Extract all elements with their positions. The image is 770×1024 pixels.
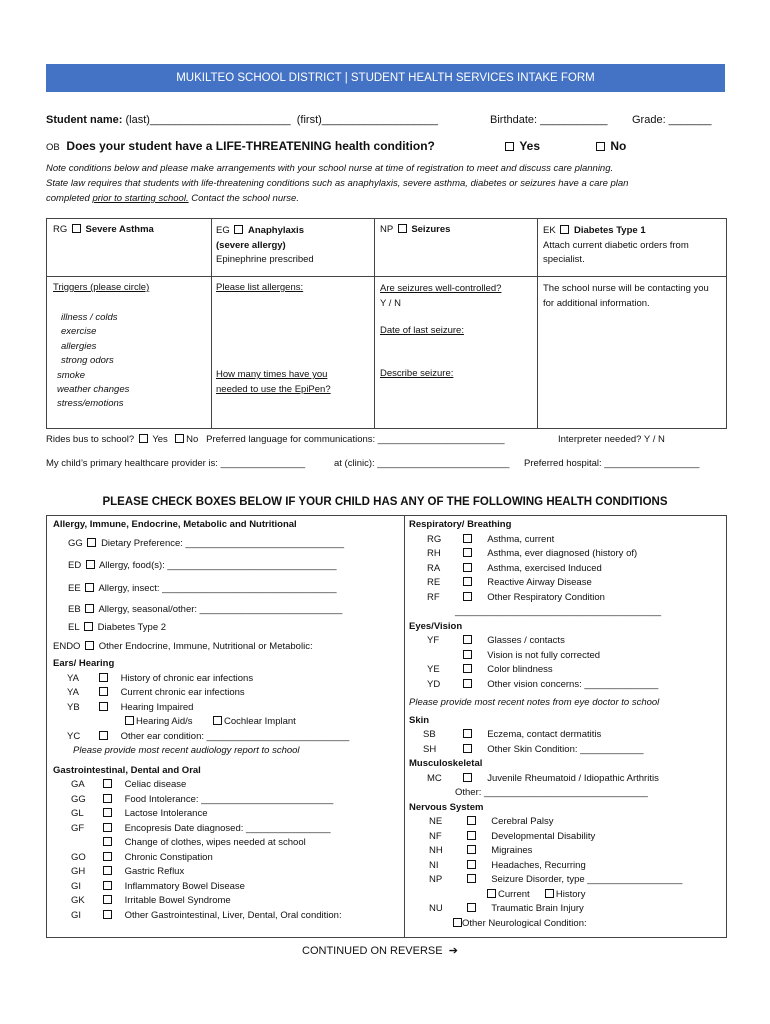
describe-seizure-field[interactable]: Describe seizure: <box>380 368 454 379</box>
condition-code: GI <box>71 880 82 892</box>
condition-code: NI <box>429 859 439 871</box>
condition-row[interactable] <box>53 555 398 578</box>
condition-row[interactable] <box>53 880 398 895</box>
condition-row[interactable] <box>53 730 398 745</box>
condition-label: Hearing Impaired <box>120 701 194 713</box>
condition-label: Food Intolerance: _________________________ <box>124 793 334 805</box>
right-column <box>409 518 721 931</box>
triggers-label: Triggers (please circle) <box>53 282 150 293</box>
condition-code: NF <box>429 830 442 842</box>
respiratory-section-title: Respiratory/ Breathing <box>409 519 512 530</box>
condition-row[interactable] <box>53 807 398 822</box>
condition-row[interactable] <box>53 619 398 638</box>
condition-label: Other ear condition: ___________________________ <box>120 730 350 742</box>
anaphylaxis-label: Anaphylaxis <box>248 225 304 236</box>
condition-checkbox[interactable] <box>84 622 93 631</box>
primary-provider-field[interactable]: My child’s primary healthcare provider is: ________________ <box>46 458 306 469</box>
condition-label: Lactose Intolerance <box>124 808 208 819</box>
condition-row[interactable] <box>53 701 398 716</box>
condition-label: Glasses / contacts <box>487 635 565 646</box>
condition-label: Migraines <box>491 845 533 856</box>
condition-row[interactable] <box>409 576 721 591</box>
skin-section-title: Skin <box>409 714 430 726</box>
condition-checkbox[interactable] <box>467 860 476 869</box>
condition-code: YF <box>427 635 440 646</box>
condition-row[interactable] <box>53 578 398 601</box>
condition-label: History of chronic ear infections <box>120 672 254 684</box>
nurse-contact-line-1: The school nurse will be contacting you <box>543 283 709 294</box>
condition-code: NE <box>429 816 443 827</box>
condition-row[interactable] <box>53 672 398 687</box>
condition-row[interactable] <box>409 678 721 693</box>
condition-label: Traumatic Brain Injury <box>491 903 584 914</box>
condition-row[interactable] <box>53 793 398 808</box>
last-seizure-field[interactable]: Date of last seizure: <box>380 325 464 336</box>
anaphylaxis-checkbox[interactable] <box>234 225 243 234</box>
condition-checkbox[interactable] <box>463 548 472 557</box>
seizure-current-checkbox[interactable] <box>487 889 496 898</box>
respiratory-other-field[interactable]: _______________________________________ <box>455 606 662 617</box>
condition-code: YB <box>67 701 80 713</box>
condition-checkbox[interactable] <box>99 687 108 696</box>
condition-label: Gastric Reflux <box>124 866 185 877</box>
bus-yes-label: Yes <box>152 434 168 445</box>
condition-code: SB <box>423 729 436 740</box>
student-name-label: Student name: <box>46 114 123 126</box>
seizure-current-label: Current <box>498 888 530 900</box>
condition-label: Developmental Disability <box>491 830 596 842</box>
condition-row[interactable] <box>53 533 398 556</box>
cochlear-implant-label: Cochlear Implant <box>224 716 296 727</box>
condition-code: YE <box>427 664 440 675</box>
language-field[interactable]: Preferred language for communications: ________________________ <box>206 434 505 445</box>
bus-yes-checkbox[interactable] <box>139 434 148 443</box>
condition-row[interactable] <box>409 873 721 888</box>
clinic-field[interactable]: at (clinic): _________________________ <box>334 458 510 469</box>
condition-checkbox[interactable] <box>463 729 472 738</box>
condition-code: ENDO <box>53 641 81 652</box>
condition-checkbox[interactable] <box>103 852 112 861</box>
condition-row[interactable] <box>53 865 398 880</box>
condition-row[interactable] <box>53 909 398 924</box>
first-name-field[interactable]: (first)___________________ <box>296 114 439 126</box>
condition-row[interactable] <box>409 728 721 743</box>
condition-code: GI <box>71 909 82 921</box>
condition-code: YD <box>427 678 441 690</box>
condition-row[interactable] <box>53 851 398 866</box>
musculoskeletal-other-field[interactable]: Other: _______________________________ <box>455 787 648 798</box>
hearing-aid-checkbox[interactable] <box>125 716 134 725</box>
condition-checkbox[interactable] <box>103 881 112 890</box>
condition-row[interactable] <box>409 902 721 917</box>
life-no-option[interactable] <box>594 139 626 153</box>
severe-asthma-cell[interactable] <box>53 224 154 235</box>
condition-code: SH <box>423 743 437 755</box>
condition-checkbox[interactable] <box>463 592 472 601</box>
condition-row[interactable] <box>409 844 721 859</box>
condition-row[interactable] <box>409 772 721 787</box>
interpreter-field[interactable]: Interpreter needed? Y / N <box>558 434 665 445</box>
condition-checkbox[interactable] <box>463 744 472 753</box>
condition-label: Allergy, seasonal/other: ___________________________ <box>98 604 343 615</box>
grid-divider <box>537 219 538 428</box>
arrow-right-icon: ➔ <box>448 945 458 957</box>
trigger-item[interactable]: strong odors <box>61 355 114 367</box>
condition-checkbox[interactable] <box>467 816 476 825</box>
no-label: No <box>610 139 627 153</box>
condition-checkbox[interactable] <box>99 673 108 682</box>
condition-label: Other Neurological Condition: <box>462 917 587 929</box>
condition-label: Chronic Constipation <box>124 851 213 863</box>
anaph-code: EG <box>216 225 230 236</box>
anaphylaxis-sub: (severe allergy) <box>216 239 286 251</box>
condition-row[interactable] <box>409 663 721 678</box>
condition-code: GG <box>68 537 83 549</box>
diabetes-orders-line-1: Attach current diabetic orders from <box>543 239 689 251</box>
form-title: MUKILTEO SCHOOL DISTRICT | STUDENT HEALTH SERVICES INTAKE FORM <box>176 72 595 84</box>
cochlear-implant-checkbox[interactable] <box>213 716 222 725</box>
condition-label: Allergy, food(s): ________________________________ <box>98 560 337 571</box>
trigger-item[interactable]: illness / colds <box>61 312 118 323</box>
condition-checkbox[interactable] <box>86 560 95 569</box>
seizure-controlled[interactable] <box>380 282 501 311</box>
condition-checkbox[interactable] <box>85 604 94 613</box>
condition-code: RE <box>427 577 441 588</box>
condition-checkbox[interactable] <box>85 641 94 650</box>
condition-code: NH <box>429 845 443 856</box>
life-threatening-grid <box>46 218 727 429</box>
condition-row[interactable] <box>409 917 721 932</box>
seizure-history-label: History <box>555 888 586 900</box>
condition-label: Juvenile Rheumatoid / Idiopathic Arthritis <box>487 772 659 784</box>
condition-row[interactable] <box>409 591 721 606</box>
seizure-controlled-yn[interactable]: Y / N <box>380 297 401 309</box>
condition-label: Asthma, ever diagnosed (history of) <box>487 548 638 559</box>
seizures-cell[interactable] <box>380 224 450 235</box>
diabetes-checkbox[interactable] <box>560 225 569 234</box>
diabetes-orders-line-2: specialist. <box>543 254 585 265</box>
condition-checkbox[interactable] <box>85 583 94 592</box>
last-name-field[interactable]: (last)_______________________ <box>125 114 291 126</box>
condition-checkbox[interactable] <box>87 538 96 547</box>
ears-section-title: Ears/ Hearing <box>53 658 115 669</box>
condition-label: Other Gastrointestinal, Liver, Dental, Oral condition: <box>124 909 342 921</box>
allergy-section-title: Allergy, Immune, Endocrine, Metabolic and Nutritional <box>53 519 297 530</box>
condition-label: Change of clothes, wipes needed at school <box>124 837 306 848</box>
note-line-2: State law requires that students with life-threatening conditions such as anaphylaxis, severe asthma, diabetes or seizures have a care plan <box>46 178 629 189</box>
condition-row[interactable] <box>53 778 398 793</box>
condition-label: Other Skin Condition: ____________ <box>487 743 644 755</box>
condition-code: YA <box>67 687 79 698</box>
condition-label: Diabetes Type 2 <box>97 622 167 633</box>
condition-code: YC <box>67 730 81 742</box>
diabetes-cell[interactable] <box>543 224 689 268</box>
seizures-checkbox[interactable] <box>398 224 407 233</box>
audiology-note: Please provide most recent audiology report to school <box>73 745 300 756</box>
condition-label: Current chronic ear infections <box>120 687 245 698</box>
condition-code: GA <box>71 779 85 790</box>
condition-label: Inflammatory Bowel Disease <box>124 880 245 892</box>
condition-code: YA <box>67 672 79 684</box>
condition-code: GG <box>71 793 86 805</box>
condition-label: Asthma, exercised Induced <box>487 562 602 574</box>
condition-checkbox[interactable] <box>463 679 472 688</box>
epipen-line-1: How many times have you <box>216 369 328 380</box>
life-threatening-row <box>46 139 435 153</box>
condition-checkbox[interactable] <box>467 903 476 912</box>
birthdate-field[interactable]: Birthdate: ___________ <box>490 114 608 126</box>
condition-code: GH <box>71 866 86 877</box>
condition-row[interactable] <box>53 686 398 701</box>
condition-checkbox[interactable] <box>467 845 476 854</box>
condition-label: Eczema, contact dermatitis <box>487 729 602 740</box>
condition-row[interactable] <box>409 743 721 758</box>
form-header <box>46 64 725 92</box>
diabetes-code: EK <box>543 225 556 236</box>
condition-checkbox[interactable] <box>463 563 472 572</box>
bus-no-checkbox[interactable] <box>175 434 184 443</box>
condition-label: Seizure Disorder, type __________________ <box>491 874 683 885</box>
grid-divider <box>211 219 212 428</box>
condition-code: NP <box>429 874 443 885</box>
trigger-item[interactable]: weather changes <box>57 384 130 396</box>
condition-code: EB <box>68 604 81 615</box>
no-checkbox[interactable] <box>596 142 605 151</box>
eye-doctor-note: Please provide most recent notes from eye doctor to school <box>409 697 660 708</box>
life-yes-option[interactable] <box>503 139 540 153</box>
seizure-history-checkbox[interactable] <box>545 889 554 898</box>
condition-row[interactable] <box>53 600 398 619</box>
condition-label: Asthma, current <box>487 533 555 545</box>
condition-code: RA <box>427 562 441 574</box>
trigger-item[interactable]: smoke <box>57 369 85 381</box>
yes-checkbox[interactable] <box>505 142 514 151</box>
note-line-3 <box>46 193 299 204</box>
epinephrine-note: Epinephrine prescribed <box>216 254 314 265</box>
condition-code: GF <box>71 822 85 834</box>
condition-code: RG <box>427 533 442 545</box>
condition-checkbox[interactable] <box>103 837 112 846</box>
condition-label: Other vision concerns: ______________ <box>487 678 659 690</box>
yes-label: Yes <box>519 139 541 153</box>
condition-code: GL <box>71 808 84 819</box>
condition-checkbox[interactable] <box>463 534 472 543</box>
continued-footer <box>302 944 458 957</box>
condition-checkbox[interactable] <box>103 779 112 788</box>
condition-code: GO <box>71 851 86 863</box>
hearing-aid-row[interactable] <box>53 715 398 730</box>
nurse-contact-line-2: for additional information. <box>543 297 650 309</box>
condition-row[interactable] <box>53 894 398 909</box>
grid-divider <box>47 276 726 277</box>
condition-checkbox[interactable] <box>453 918 462 927</box>
grid-divider <box>374 219 375 428</box>
condition-row[interactable] <box>409 830 721 845</box>
condition-label: Headaches, Recurring <box>491 859 586 871</box>
gi-section-title: Gastrointestinal, Dental and Oral <box>53 764 201 776</box>
condition-label: Celiac disease <box>124 779 187 790</box>
allergens-field[interactable]: Please list allergens: <box>216 282 304 293</box>
nurse-contact-note <box>543 282 709 311</box>
eyes-section-title: Eyes/Vision <box>409 620 463 632</box>
condition-label: Allergy, insect: _________________________________ <box>98 582 337 594</box>
condition-code: MC <box>427 772 442 784</box>
condition-checkbox[interactable] <box>103 823 112 832</box>
condition-label: Cerebral Palsy <box>491 816 554 827</box>
panel-divider <box>404 516 405 937</box>
note-line-3-b: prior to starting school. <box>92 193 189 204</box>
left-column <box>53 518 398 923</box>
condition-label: Irritable Bowel Syndrome <box>124 895 231 906</box>
condition-checkbox[interactable] <box>99 731 108 740</box>
life-threatening-question: Does your student have a LIFE-THREATENING health condition? <box>66 139 435 153</box>
condition-row[interactable] <box>409 533 721 548</box>
seizure-code: NP <box>380 224 394 235</box>
nervous-section-title: Nervous System <box>409 801 484 813</box>
continued-label: CONTINUED ON REVERSE <box>302 945 443 957</box>
bus-row <box>46 434 505 445</box>
asthma-code: RG <box>53 224 68 235</box>
condition-row[interactable] <box>53 638 398 657</box>
condition-label: Other Respiratory Condition <box>487 591 605 603</box>
conditions-panel <box>46 515 727 938</box>
note-line-3-a: completed <box>46 193 93 204</box>
condition-code: ED <box>68 560 82 571</box>
condition-label: Encopresis Date diagnosed: ________________ <box>124 822 331 834</box>
note-line-1: Note conditions below and please make arrangements with your school nurse at time of registration to meet and discuss care planning. <box>46 163 614 174</box>
hearing-aid-label: Hearing Aid/s <box>136 716 193 727</box>
anaphylaxis-cell[interactable] <box>216 224 314 268</box>
diabetes-label: Diabetes Type 1 <box>573 225 646 236</box>
severe-asthma-label: Severe Asthma <box>85 224 154 235</box>
check-boxes-title: PLEASE CHECK BOXES BELOW IF YOUR CHILD HAS ANY OF THE FOLLOWING HEALTH CONDITIONS <box>102 496 668 508</box>
condition-code: GK <box>71 895 85 906</box>
triggers-list <box>57 311 129 412</box>
trigger-item[interactable]: allergies <box>61 340 97 352</box>
condition-code: EL <box>68 622 80 633</box>
note-line-3-c: Contact the school nurse. <box>188 193 299 204</box>
trigger-item[interactable]: exercise <box>61 326 97 338</box>
condition-row[interactable] <box>409 547 721 562</box>
condition-label: Reactive Airway Disease <box>487 577 592 588</box>
grade-field[interactable]: Grade: _______ <box>632 114 712 126</box>
condition-code: RF <box>427 591 440 603</box>
condition-code: NU <box>429 903 443 914</box>
condition-checkbox[interactable] <box>103 866 112 875</box>
condition-checkbox[interactable] <box>103 895 112 904</box>
student-name-row <box>46 114 438 126</box>
trigger-item[interactable]: stress/emotions <box>57 398 124 410</box>
condition-label: Other Endocrine, Immune, Nutritional or Metabolic: <box>98 641 313 652</box>
condition-checkbox[interactable] <box>103 910 112 919</box>
condition-row[interactable] <box>409 649 721 664</box>
seizures-label: Seizures <box>411 224 451 235</box>
musculoskeletal-section-title: Musculoskeletal <box>409 758 483 769</box>
severe-asthma-checkbox[interactable] <box>72 224 81 233</box>
epipen-field[interactable] <box>216 368 331 397</box>
condition-checkbox[interactable] <box>463 635 472 644</box>
condition-checkbox[interactable] <box>99 702 108 711</box>
bus-question: Rides bus to school? <box>46 434 135 445</box>
condition-checkbox[interactable] <box>463 577 472 586</box>
condition-row[interactable] <box>409 562 721 577</box>
condition-row[interactable] <box>409 634 721 649</box>
condition-row[interactable] <box>53 822 398 837</box>
condition-label: Color blindness <box>487 664 553 675</box>
seizure-status-row[interactable] <box>409 888 721 903</box>
hospital-field[interactable]: Preferred hospital: __________________ <box>524 458 700 469</box>
condition-checkbox[interactable] <box>103 808 112 817</box>
condition-checkbox[interactable] <box>463 650 472 659</box>
condition-row[interactable] <box>53 836 398 851</box>
condition-checkbox[interactable] <box>463 664 472 673</box>
condition-code: EE <box>68 582 81 594</box>
condition-checkbox[interactable] <box>467 831 476 840</box>
ob-code: OB <box>46 142 60 153</box>
epipen-line-2: needed to use the EpiPen? <box>216 383 331 395</box>
condition-row[interactable] <box>409 859 721 874</box>
condition-checkbox[interactable] <box>467 874 476 883</box>
condition-label: Vision is not fully corrected <box>487 649 601 661</box>
condition-checkbox[interactable] <box>103 794 112 803</box>
seizure-controlled-question: Are seizures well-controlled? <box>380 283 502 294</box>
condition-row[interactable] <box>409 815 721 830</box>
condition-code: RH <box>427 548 441 559</box>
condition-label: Dietary Preference: ______________________________ <box>101 537 345 549</box>
bus-no-label: No <box>186 434 199 445</box>
condition-checkbox[interactable] <box>463 773 472 782</box>
